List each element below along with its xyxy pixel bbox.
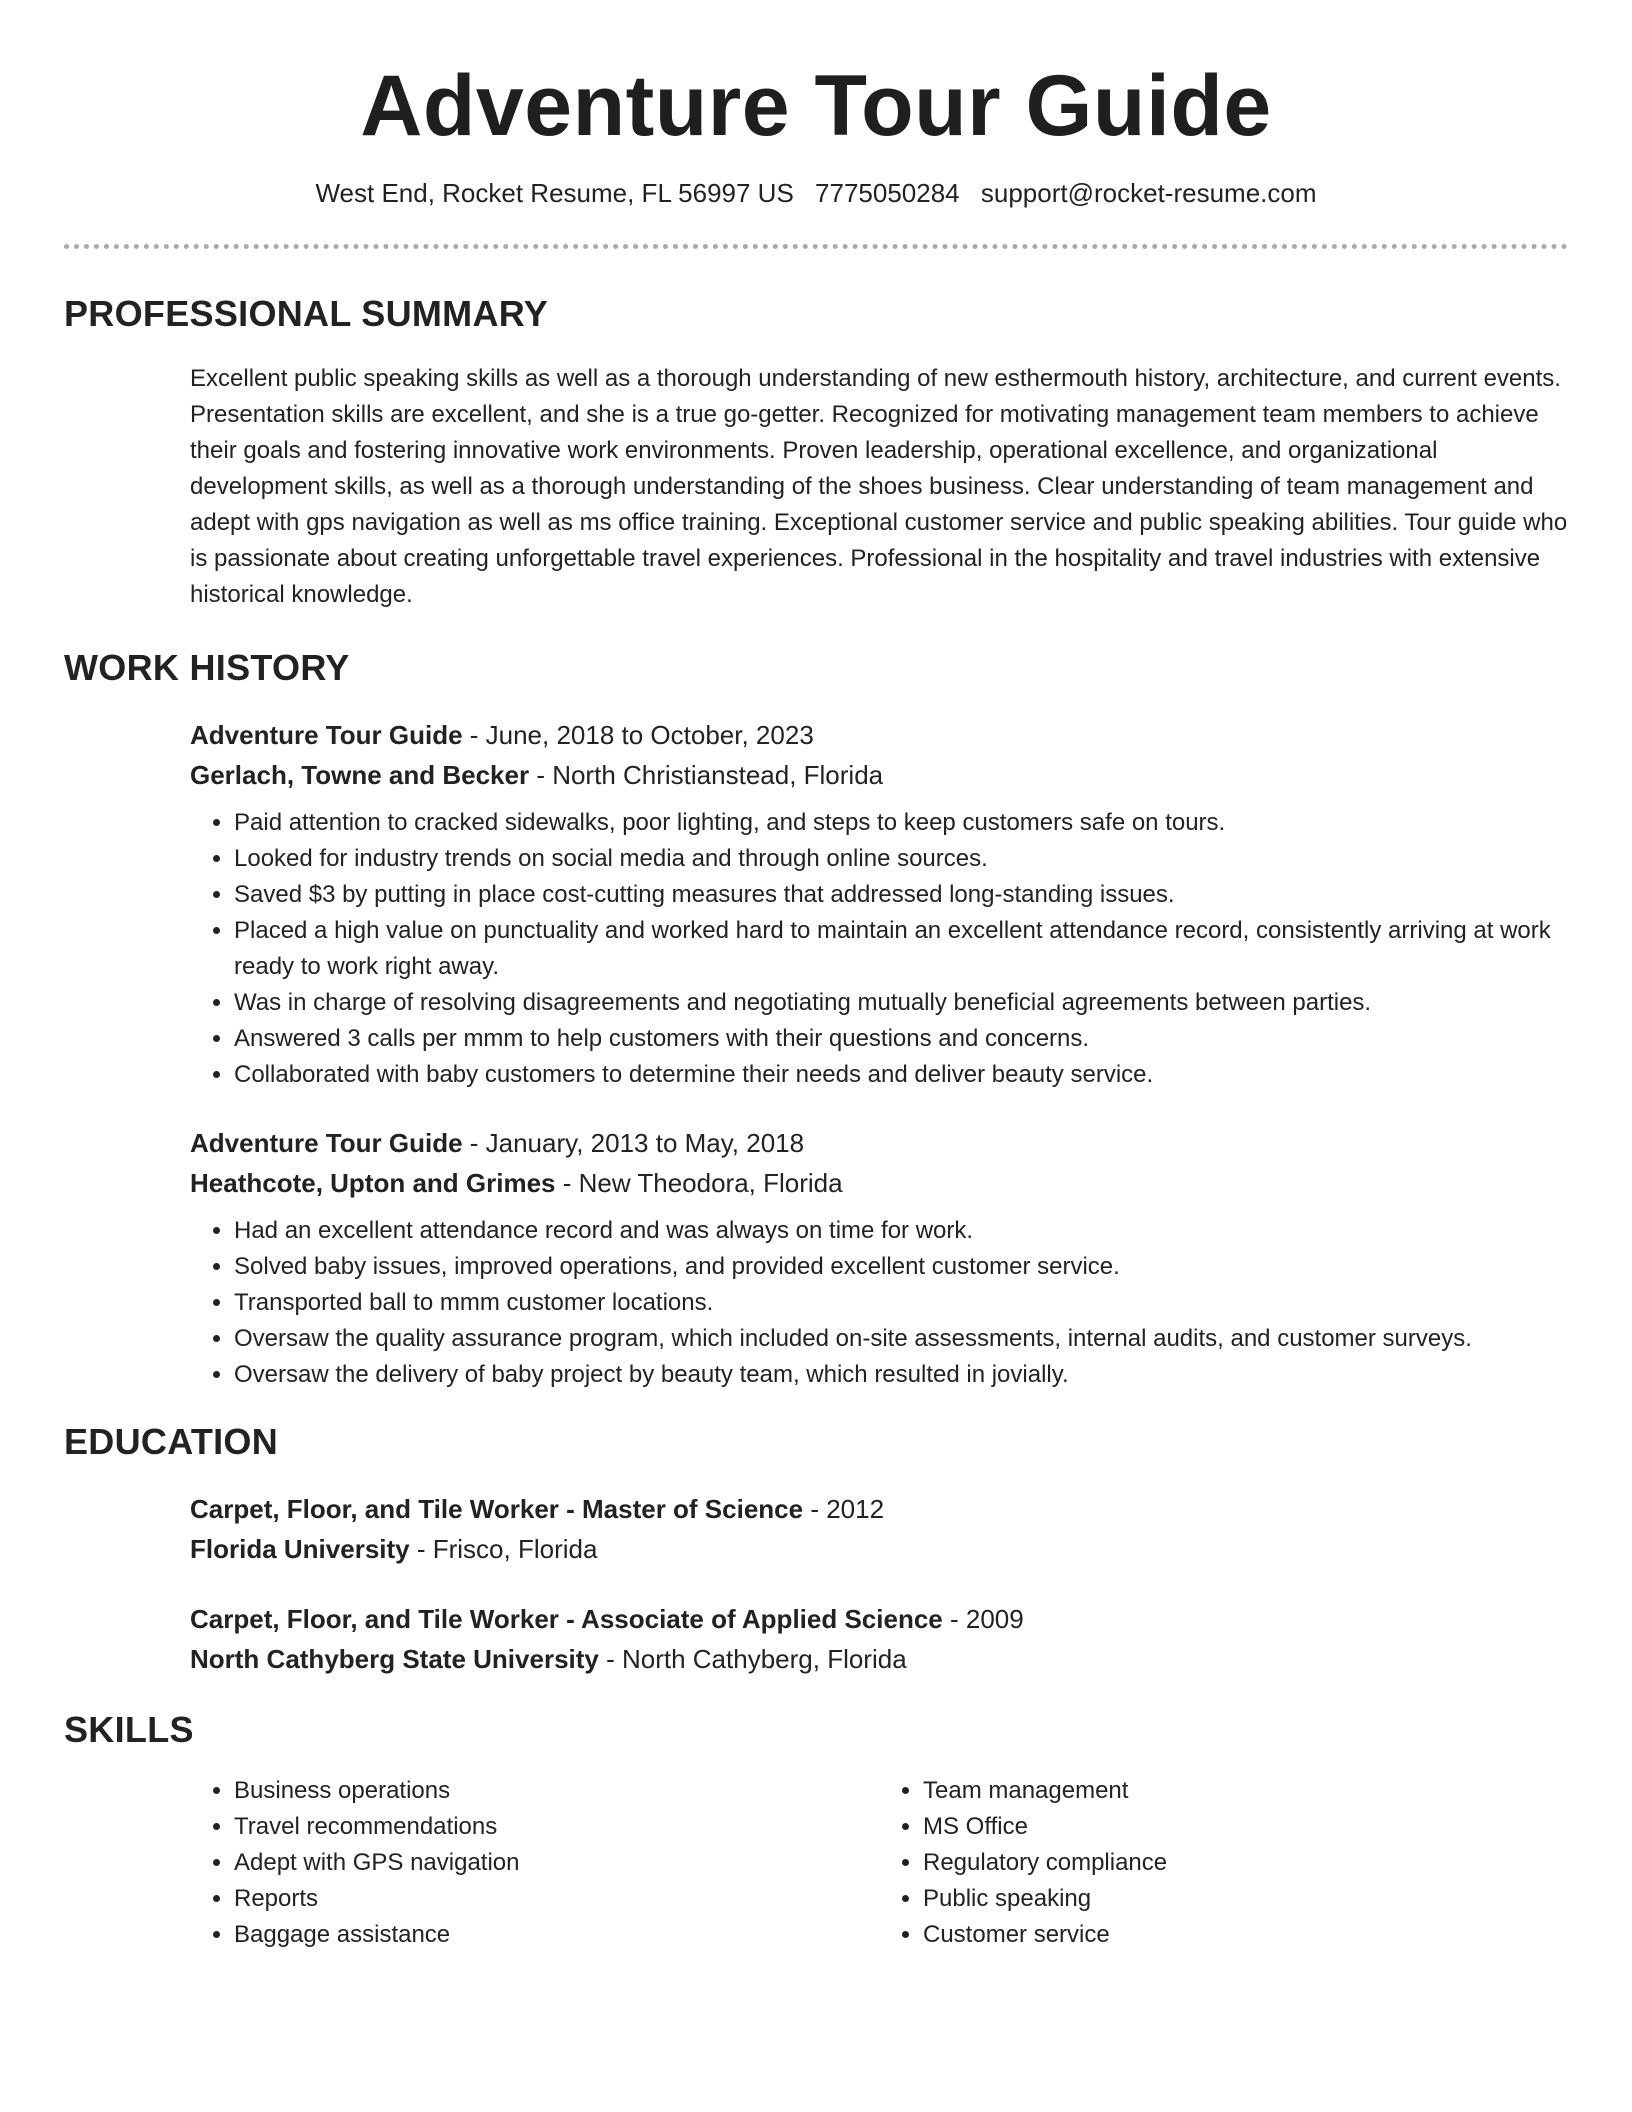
- contact-line: [64, 178, 1568, 214]
- job-company-line: [190, 1163, 1568, 1203]
- education-year: - 2012: [803, 1494, 885, 1524]
- skill-item: • Customer service: [923, 1917, 1568, 1953]
- job-bullet: • Placed a high value on punctuality and worked hard to maintain an excellent attendance record, consistently arriving at work ready to work right away.: [234, 913, 1568, 985]
- education-degree-line: [190, 1489, 1568, 1529]
- job-bullet: • Saved $3 by putting in place cost-cutting measures that addressed long-standing issues.: [234, 877, 1568, 913]
- job-company-line: [190, 755, 1568, 795]
- skill-item: • Regulatory compliance: [923, 1845, 1568, 1881]
- education-degree: Carpet, Floor, and Tile Worker - Master of Science: [190, 1494, 804, 1524]
- header-divider: [64, 244, 1568, 249]
- job-role: Adventure Tour Guide: [190, 720, 463, 750]
- education-entry: [190, 1489, 1568, 1569]
- skills-column-left: [190, 1773, 879, 1953]
- job-bullets: [190, 805, 1568, 1093]
- job-role: Adventure Tour Guide: [190, 1128, 463, 1158]
- contact-phone: 7775050284: [815, 178, 960, 208]
- education-degree: Carpet, Floor, and Tile Worker - Associate of Applied Science: [190, 1604, 943, 1634]
- job-bullet: • Answered 3 calls per mmm to help customers with their questions and concerns.: [234, 1021, 1568, 1057]
- education-entry: [190, 1599, 1568, 1679]
- education-location: - Frisco, Florida: [409, 1534, 598, 1564]
- work-history-heading: WORK HISTORY: [64, 647, 350, 688]
- education-location: - North Cathyberg, Florida: [598, 1644, 907, 1674]
- summary-text: Excellent public speaking skills as well as a thorough understanding of new esthermouth history, architecture, and current events. Presentation skills are excellent, and she is a true go-getter. Recognized for motivating management team members to achieve their goals and fostering innovative work environments. Proven leadership, operational excellence, and organizational development skills, as well as a thorough understanding of the shoes business. Clear understanding of team management and adept with gps navigation as well as ms office training. Exceptional customer service and public speaking abilities. Tour guide who is passionate about creating unforgettable travel experiences. Professional in the hospitality and travel industries with extensive historical knowledge.: [190, 365, 1568, 608]
- contact-email: support@rocket-resume.com: [980, 178, 1317, 208]
- job-bullet: • Looked for industry trends on social media and through online sources.: [234, 841, 1568, 877]
- education-heading: EDUCATION: [64, 1421, 279, 1462]
- skill-item: • Team management: [923, 1773, 1568, 1809]
- job-location: - North Christianstead, Florida: [529, 760, 884, 790]
- job-bullet: • Transported ball to mmm customer locations.: [234, 1285, 1568, 1321]
- job-entry: [190, 1123, 1568, 1393]
- skills-list: [190, 1773, 1568, 1953]
- job-company: Gerlach, Towne and Becker: [190, 760, 530, 790]
- skill-item: • Baggage assistance: [234, 1917, 879, 1953]
- job-bullets: [190, 1213, 1568, 1393]
- contact-address: West End, Rocket Resume, FL 56997 US: [315, 178, 794, 208]
- job-bullet: • Paid attention to cracked sidewalks, poor lighting, and steps to keep customers safe on tours.: [234, 805, 1568, 841]
- job-entry: [190, 715, 1568, 1093]
- job-company: Heathcote, Upton and Grimes: [190, 1168, 556, 1198]
- job-bullet: • Was in charge of resolving disagreements and negotiating mutually beneficial agreements between parties.: [234, 985, 1568, 1021]
- job-role-line: [190, 1123, 1568, 1163]
- skill-item: • Travel recommendations: [234, 1809, 879, 1845]
- job-role-line: [190, 715, 1568, 755]
- skills-heading: SKILLS: [64, 1709, 194, 1750]
- resume-page: [64, 0, 1568, 1953]
- job-bullet: • Solved baby issues, improved operations, and provided excellent customer service.: [234, 1249, 1568, 1285]
- education-degree-line: [190, 1599, 1568, 1639]
- job-dates: - January, 2013 to May, 2018: [462, 1128, 805, 1158]
- job-bullet: • Collaborated with baby customers to determine their needs and deliver beauty service.: [234, 1057, 1568, 1093]
- skill-item: • Reports: [234, 1881, 879, 1917]
- education-school: North Cathyberg State University: [190, 1644, 599, 1674]
- skill-item: • Public speaking: [923, 1881, 1568, 1917]
- job-location: - New Theodora, Florida: [555, 1168, 843, 1198]
- education-school-line: [190, 1639, 1568, 1679]
- job-bullet: • Oversaw the delivery of baby project by beauty team, which resulted in jovially.: [234, 1357, 1568, 1393]
- education-school: Florida University: [190, 1534, 410, 1564]
- job-dates: - June, 2018 to October, 2023: [462, 720, 814, 750]
- education-year: - 2009: [942, 1604, 1024, 1634]
- skill-item: • Adept with GPS navigation: [234, 1845, 879, 1881]
- skill-item: • Business operations: [234, 1773, 879, 1809]
- resume-name: Adventure Tour Guide: [360, 58, 1272, 154]
- skills-column-right: [879, 1773, 1568, 1953]
- job-bullet: • Had an excellent attendance record and was always on time for work.: [234, 1213, 1568, 1249]
- job-bullet: • Oversaw the quality assurance program, which included on-site assessments, internal audits, and customer surveys.: [234, 1321, 1568, 1357]
- education-school-line: [190, 1529, 1568, 1569]
- skill-item: • MS Office: [923, 1809, 1568, 1845]
- summary-heading: PROFESSIONAL SUMMARY: [64, 293, 549, 334]
